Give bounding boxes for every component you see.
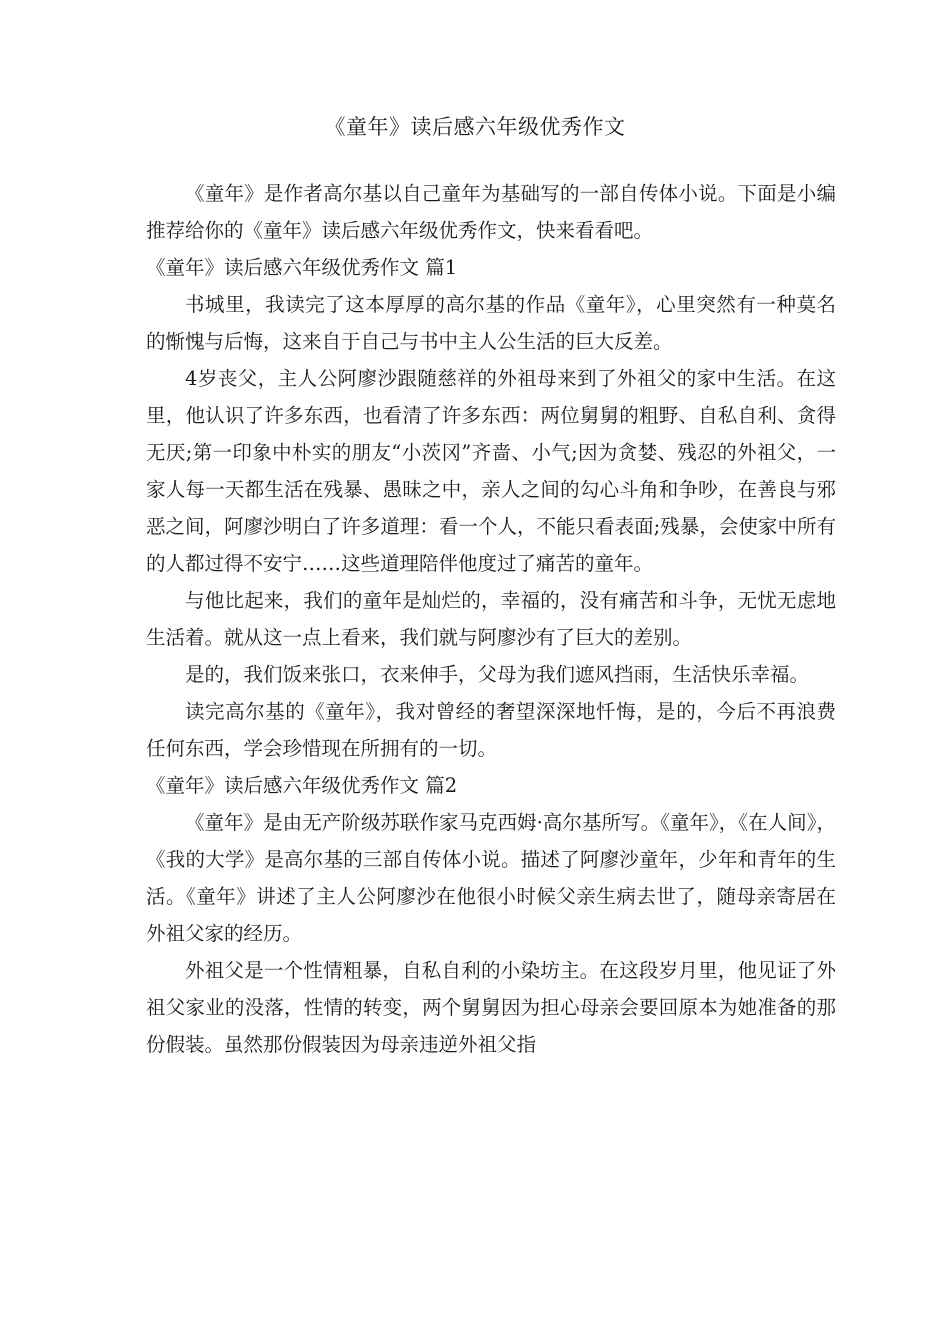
section-heading-1: 《童年》读后感六年级优秀作文 篇1 [146, 256, 458, 279]
section-heading-2: 《童年》读后感六年级优秀作文 篇2 [146, 774, 458, 797]
paragraph: 与他比起来，我们的童年是灿烂的，幸福的，没有痛苦和斗争，无忧无虑地生活着。就从这一点上看来，我们就与阿廖沙有了巨大的差别。 [146, 589, 836, 649]
paragraph: 书城里，我读完了这本厚厚的高尔基的作品《童年》，心里突然有一种莫名的惭愧与后悔，这来自于自己与书中主人公生活的巨大反差。 [146, 293, 836, 353]
paragraph: 4岁丧父，主人公阿廖沙跟随慈祥的外祖母来到了外祖父的家中生活。在这里，他认识了许多东西，也看清了许多东西：两位舅舅的粗野、自私自利、贪得无厌;第一印象中朴实的朋友“小茨冈”齐啬、小气;因为贪婪、残忍的外祖父，一家人每一天都生活在残暴、愚昧之中，亲人之间的勾心斗角和争吵，在善良与邪恶之间，阿廖沙明白了许多道理：看一个人，不能只看表面;残暴，会使家中所有的人都过得不安宁……这些道理陪伴他度过了痛苦的童年。 [146, 367, 836, 575]
paragraph: 读完高尔基的《童年》，我对曾经的奢望深深地忏悔，是的，今后不再浪费任何东西，学会珍惜现在所拥有的一切。 [146, 700, 836, 760]
intro-paragraph: 《童年》是作者高尔基以自己童年为基础写的一部自传体小说。下面是小编推荐给你的《童年》读后感六年级优秀作文，快来看看吧。 [146, 182, 836, 242]
document-body [146, 175, 836, 1063]
document-title: 《童年》读后感六年级优秀作文 [324, 115, 626, 139]
paragraph: 外祖父是一个性情粗暴，自私自利的小染坊主。在这段岁月里，他见证了外祖父家业的没落，性情的转变，两个舅舅因为担心母亲会要回原本为她准备的那份假装。虽然那份假装因为母亲违逆外祖父指 [146, 959, 836, 1056]
paragraph: 是的，我们饭来张口，衣来伸手，父母为我们遮风挡雨，生活快乐幸福。 [185, 663, 810, 686]
paragraph: 《童年》是由无产阶级苏联作家马克西姆·高尔基所写。《童年》，《在人间》，《我的大学》是高尔基的三部自传体小说。描述了阿廖沙童年，少年和青年的生活。《童年》讲述了主人公阿廖沙在他很小时候父亲生病去世了，随母亲寄居在外祖父家的经历。 [146, 811, 836, 945]
